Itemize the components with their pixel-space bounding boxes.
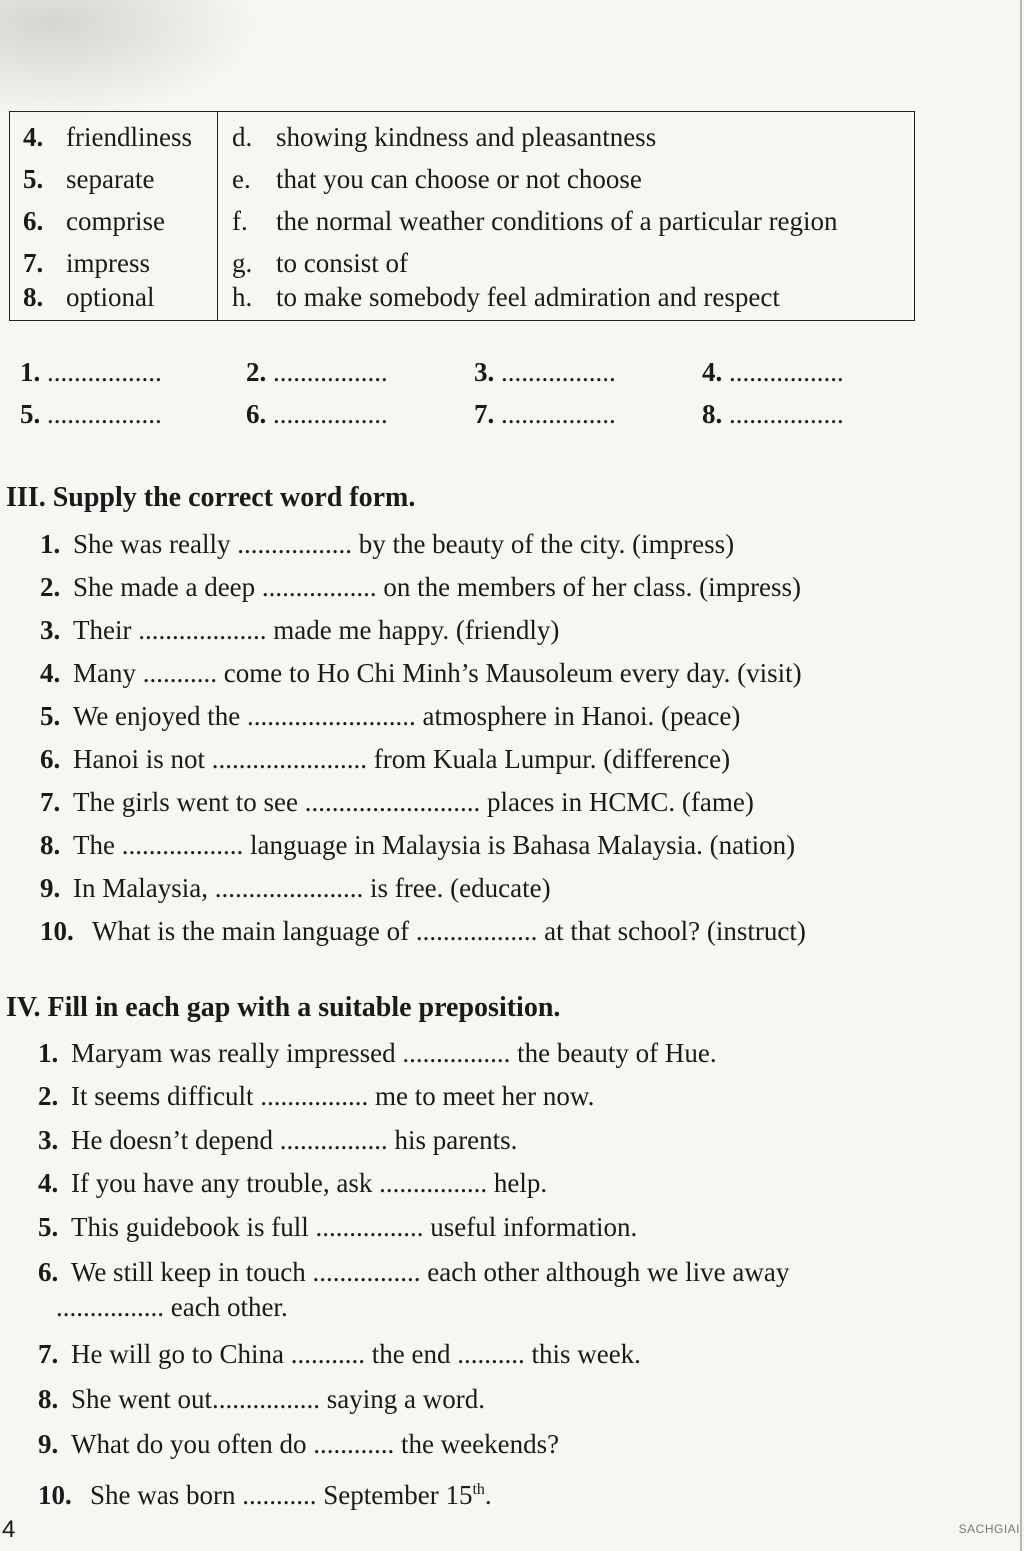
item-number: 10. <box>40 916 74 946</box>
section-title-word-form: III. Supply the correct word form. <box>6 482 416 513</box>
item-text: It seems difficult ................ me to meet her now. <box>71 1081 595 1111</box>
item-number: 9. <box>40 873 61 903</box>
answer-number: 8. <box>702 399 723 429</box>
item-text: He will go to China ........... the end .......... this week. <box>71 1339 641 1369</box>
row-number: 6. <box>23 206 44 236</box>
item-number: 8. <box>40 830 61 860</box>
answer-blank[interactable] <box>702 352 844 392</box>
item-text: She went out................ saying a word. <box>71 1384 485 1414</box>
answer-blank[interactable] <box>702 394 844 434</box>
item-number: 1. <box>38 1038 59 1068</box>
exercise-item[interactable] <box>40 739 730 779</box>
scan-artifact <box>0 0 260 120</box>
item-text: The .................. language in Malaysia is Bahasa Malaysia. (nation) <box>73 830 796 860</box>
item-number: 2. <box>38 1081 59 1111</box>
item-text: She was born ........... September 15 <box>90 1480 473 1510</box>
answer-dots: ................. <box>47 357 162 387</box>
item-number: 3. <box>40 615 61 645</box>
answer-number: 5. <box>20 399 41 429</box>
answer-blank[interactable] <box>20 394 162 434</box>
item-text: The girls went to see .......................... places in HCMC. (fame) <box>73 787 754 817</box>
item-number: 6. <box>40 744 61 774</box>
exercise-item[interactable] <box>38 1120 517 1160</box>
answer-dots: ................. <box>501 357 616 387</box>
item-number: 8. <box>38 1384 59 1414</box>
row-letter: g. <box>232 248 253 278</box>
answer-dots: ................. <box>273 357 388 387</box>
row-number: 7. <box>23 248 44 278</box>
section-title-preposition: IV. Fill in each gap with a suitable preposition. <box>6 992 561 1023</box>
item-number: 5. <box>38 1212 59 1242</box>
exercise-item[interactable] <box>38 1470 492 1515</box>
page-edge-line <box>1020 0 1022 1551</box>
exercise-item[interactable] <box>38 1163 547 1203</box>
row-number: 8. <box>23 282 44 312</box>
exercise-item[interactable] <box>38 1252 789 1292</box>
item-text: This guidebook is full ................ useful information. <box>71 1212 638 1242</box>
answer-number: 6. <box>246 399 267 429</box>
exercise-item[interactable] <box>38 1207 637 1247</box>
item-number: 6. <box>38 1257 59 1287</box>
answer-blank[interactable] <box>474 394 616 434</box>
item-text: She made a deep ................. on the members of her class. (impress) <box>73 572 802 602</box>
row-word: optional <box>66 282 155 312</box>
table-row <box>10 276 914 318</box>
row-definition: to make somebody feel admiration and respect <box>276 282 780 312</box>
watermark-logo: SACHGIAI <box>958 1522 1020 1536</box>
exercise-item[interactable] <box>40 782 754 822</box>
row-letter: e. <box>232 164 251 194</box>
answer-blank[interactable] <box>20 352 162 392</box>
row-word: separate <box>66 164 155 194</box>
exercise-item[interactable] <box>40 610 559 650</box>
answer-number: 2. <box>246 357 267 387</box>
item-text: She was really ................. by the beauty of the city. (impress) <box>73 529 735 559</box>
exercise-item[interactable] <box>40 825 795 865</box>
item-number: 7. <box>38 1339 59 1369</box>
item-text: He doesn’t depend ................ his parents. <box>71 1125 518 1155</box>
item-text: Maryam was really impressed ................ the beauty of Hue. <box>71 1038 717 1068</box>
item-text-continued: ................ each other. <box>56 1292 288 1322</box>
answer-dots: ................. <box>729 399 844 429</box>
answer-blank[interactable] <box>246 352 388 392</box>
item-number: 3. <box>38 1125 59 1155</box>
item-text: What do you often do ............ the weekends? <box>71 1429 560 1459</box>
row-definition: the normal weather conditions of a particular region <box>276 206 838 236</box>
item-text: Many ........... come to Ho Chi Minh’s Mausoleum every day. (visit) <box>73 658 802 688</box>
row-letter: d. <box>232 122 253 152</box>
row-letter: h. <box>232 282 253 312</box>
item-text: What is the main language of .................. at that school? (instruct) <box>92 916 806 946</box>
row-definition: showing kindness and pleasantness <box>276 122 657 152</box>
answer-dots: ................. <box>729 357 844 387</box>
item-number: 1. <box>40 529 61 559</box>
exercise-item-continued[interactable] <box>56 1287 288 1327</box>
answer-number: 7. <box>474 399 495 429</box>
item-number: 9. <box>38 1429 59 1459</box>
item-number: 5. <box>40 701 61 731</box>
row-definition: to consist of <box>276 248 408 278</box>
row-letter: f. <box>232 206 248 236</box>
exercise-item[interactable] <box>40 524 734 564</box>
superscript-th: th <box>472 1481 485 1498</box>
answer-blank[interactable] <box>474 352 616 392</box>
exercise-item[interactable] <box>40 868 551 908</box>
item-text: In Malaysia, ...................... is free. (educate) <box>73 873 551 903</box>
exercise-item[interactable] <box>38 1076 594 1116</box>
answer-number: 1. <box>20 357 41 387</box>
item-number: 10. <box>38 1480 72 1510</box>
answer-number: 4. <box>702 357 723 387</box>
exercise-item[interactable] <box>40 696 740 736</box>
exercise-item[interactable] <box>40 653 802 693</box>
answer-dots: ................. <box>501 399 616 429</box>
exercise-item[interactable] <box>38 1379 485 1419</box>
exercise-item[interactable] <box>40 567 801 607</box>
exercise-item[interactable] <box>38 1334 641 1374</box>
page-number: 4 <box>2 1516 16 1543</box>
matching-table <box>9 111 915 321</box>
row-word: friendliness <box>66 122 192 152</box>
item-text: Their ................... made me happy. (friendly) <box>73 615 560 645</box>
row-word: impress <box>66 248 150 278</box>
item-text: If you have any trouble, ask ................ help. <box>71 1168 548 1198</box>
item-number: 4. <box>40 658 61 688</box>
row-definition: that you can choose or not choose <box>276 164 642 194</box>
item-text: Hanoi is not ....................... from Kuala Lumpur. (difference) <box>73 744 731 774</box>
item-number: 7. <box>40 787 61 817</box>
item-number: 4. <box>38 1168 59 1198</box>
item-text: We still keep in touch ................ each other although we live away <box>71 1257 790 1287</box>
table-row <box>10 200 914 242</box>
exercise-item[interactable] <box>38 1033 717 1073</box>
row-word: comprise <box>66 206 165 236</box>
table-row <box>10 116 914 158</box>
answer-blank[interactable] <box>246 394 388 434</box>
table-row <box>10 158 914 200</box>
exercise-item[interactable] <box>40 911 806 951</box>
answer-dots: ................. <box>273 399 388 429</box>
exercise-item[interactable] <box>38 1424 559 1464</box>
item-number: 2. <box>40 572 61 602</box>
row-number: 5. <box>23 164 44 194</box>
item-text: We enjoyed the ......................... atmosphere in Hanoi. (peace) <box>73 701 741 731</box>
answer-number: 3. <box>474 357 495 387</box>
answer-dots: ................. <box>47 399 162 429</box>
row-number: 4. <box>23 122 44 152</box>
item-text-end: . <box>484 1480 492 1510</box>
